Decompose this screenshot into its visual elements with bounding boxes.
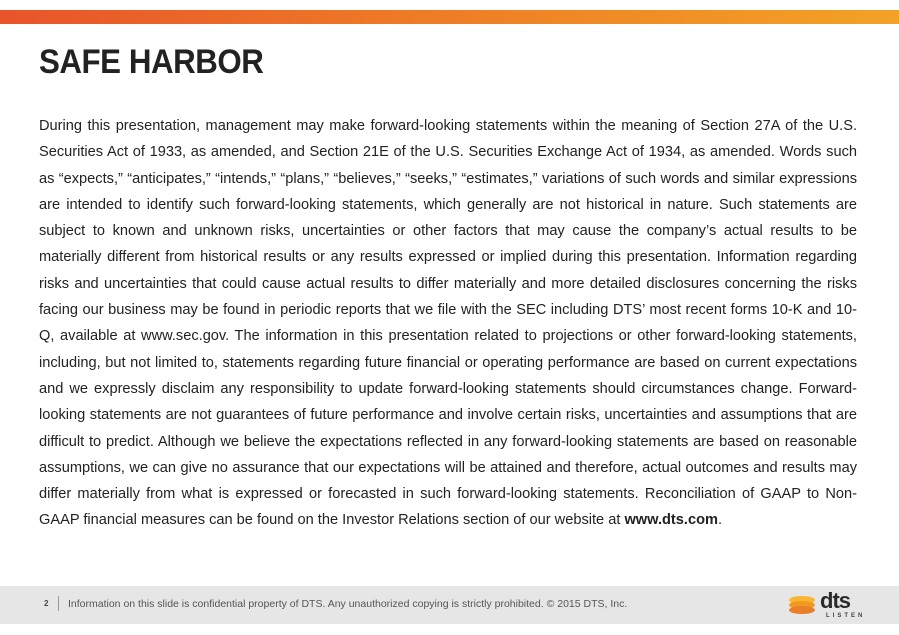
safe-harbor-body bbox=[39, 113, 857, 534]
confidential-notice: Information on this slide is confidential property of DTS. Any unauthorized copying is strictly prohibited. © 2015 DTS, Inc. bbox=[68, 598, 628, 610]
slide-title: SAFE HARBOR bbox=[39, 43, 264, 81]
website-link[interactable]: www.dts.com bbox=[624, 512, 718, 529]
footer-divider bbox=[58, 596, 59, 611]
body-end-text: . bbox=[717, 512, 723, 529]
logo-tagline: LISTEN bbox=[826, 613, 866, 619]
logo-wordmark: dts bbox=[820, 588, 850, 613]
page-number: 2 bbox=[44, 599, 49, 608]
top-accent-bar bbox=[0, 10, 899, 24]
body-main-text: During this presentation, management may make forward-looking statements within the meaning of Section 27A of the U.S. Securities Act of 1933, as amended, and Section 21E of the U.S. Securities Exchange Act of 1934, as amended. Words such as “expects,” “anticipates,” “intends,” “plans,” “believes,” “seeks,” “estimates,” variations of such words and similar expressions are intended to identify such forward-looking statements, which generally are not historical in nature. Such statements are subject to known and unknown risks, uncertainties or other factors that may cause the company’s actual results to be materially different from historical results or any results expressed or implied during this presentation. Information regarding risks and uncertainties that could cause actual results to differ materially and more detailed disclosures concerning the risks facing our business may be found in periodic reports that we file with the SEC including DTS’ most recent forms 10-K and 10-Q, available at www.sec.gov. The information in this presentation related to projections or other forward-looking statements, including, but not limited to, statements regarding future financial or operating performance are based on current expectations and we expressly disclaim any responsibility to update forward-looking statements should circumstances change. Forward-looking statements are not guarantees of future performance and involve certain risks, uncertainties and assumptions that are difficult to predict. Although we believe the expectations reflected in any forward-looking statements are based on reasonable assumptions, we can give no assurance that our expectations will be attained and therefore, actual outcomes and results may differ materially from what is expressed or forecasted in such forward-looking statements. Reconciliation of GAAP to Non-GAAP financial measures can be found on the Investor Relations section of our website at bbox=[39, 118, 857, 529]
